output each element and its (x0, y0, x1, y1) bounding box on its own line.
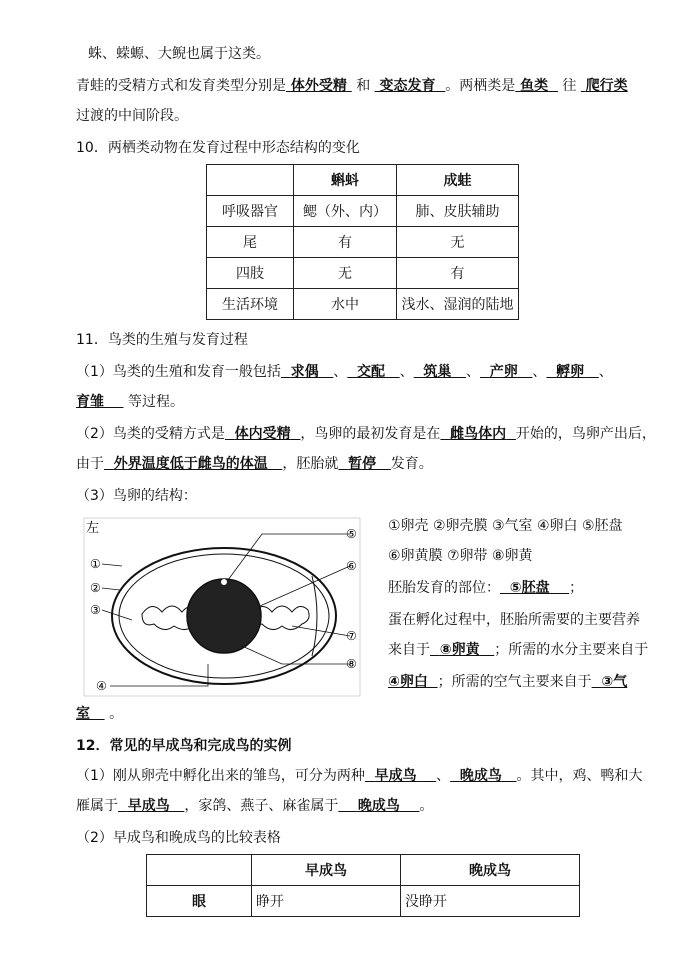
table-cell: 浅水、湿润的陆地 (397, 289, 519, 320)
text-line: （3）鸟卵的结构： (76, 488, 197, 504)
table-row (147, 886, 580, 917)
table-cell: 尾 (207, 227, 294, 258)
table-cell: 有 (397, 258, 519, 289)
table-row (207, 289, 519, 320)
table-row (207, 227, 519, 258)
label-7: ⑦ (346, 629, 357, 643)
bird-comparison-table (146, 854, 580, 917)
table-row (207, 196, 519, 227)
text-line: 由于 外界温度低于雌鸟的体温 ，胚胎就 暂停 发育。 (76, 456, 433, 472)
section-heading: 11．鸟类的生殖与发育过程 (76, 332, 248, 348)
text-line: 雁属于 早成鸟 ，家鸽、燕子、麻雀属于 晚成鸟 。 (76, 798, 434, 814)
answer: 变态发育 (379, 78, 436, 94)
egg-structure-diagram (82, 516, 362, 698)
text-line: 过渡的中间阶段。 (76, 108, 188, 124)
label-5: ⑤ (346, 527, 357, 541)
text-line: （1）刚从卵壳中孵化出来的雏鸟，可分为两种 早成鸟 、 晚成鸟 。其中，鸡、鸭和大 (76, 768, 643, 784)
corner-text: 左 (86, 521, 100, 536)
table-cell: 有 (294, 227, 397, 258)
table-cell: 四肢 (207, 258, 294, 289)
legend-line: ①卵壳 ②卵壳膜 ③气室 ④卵白 ⑤胚盘 (388, 518, 623, 534)
text-line: 来自于 ⑧卵黄 ；所需的水分主要来自于 (388, 642, 649, 658)
text: 和 (356, 78, 371, 94)
table-header (207, 165, 294, 196)
table-header (147, 855, 252, 886)
label-3: ③ (90, 603, 101, 617)
section-heading: 12．常见的早成鸟和完成鸟的实例 (76, 738, 292, 754)
table-header: 蝌蚪 (294, 165, 397, 196)
answer: 爬行类 (585, 78, 628, 94)
text-line: 蛋在孵化过程中，胚胎所需要的主要营养 (388, 612, 640, 628)
label-1: ① (90, 557, 101, 571)
text-line: 蛛、蝾螈、大鲵也属于这类。 (88, 46, 270, 62)
text: 青蛙的受精方式和发育类型分别是 (76, 78, 286, 94)
text-line (76, 76, 628, 96)
text-line: （1）鸟类的生殖和发育一般包括 求偶 、 交配 、 筑巢 、 产卵 、 孵卵 、 (76, 364, 613, 380)
table-header: 早成鸟 (252, 855, 401, 886)
table-cell: 没睁开 (401, 886, 580, 917)
text-line: （2）早成鸟和晚成鸟的比较表格 (76, 830, 281, 846)
table-header: 晚成鸟 (401, 855, 580, 886)
frog-table (206, 164, 519, 320)
label-4: ④ (96, 679, 107, 693)
text: 。两栖类是 (445, 78, 516, 94)
table-cell: 睁开 (252, 886, 401, 917)
text: 往 (562, 78, 577, 94)
label-2: ② (90, 581, 101, 595)
label-8: ⑧ (346, 657, 357, 671)
section-heading: 10．两栖类动物在发育过程中形态结构的变化 (76, 140, 360, 156)
text-line: 胚胎发育的部位： ⑤胚盘 ； (388, 580, 584, 596)
table-row (207, 258, 519, 289)
table-cell: 无 (397, 227, 519, 258)
text-line: （2）鸟类的受精方式是 体内受精 ，鸟卵的最初发育是在 雌鸟体内 开始的，鸟卵产出后， (76, 426, 656, 442)
table-cell: 鳃（外、内） (294, 196, 397, 227)
table-cell: 肺、皮肤辅助 (397, 196, 519, 227)
legend-line: ⑥卵黄膜 ⑦卵带 ⑧卵黄 (388, 548, 533, 564)
label-6: ⑥ (346, 559, 357, 573)
table-header: 成蛙 (397, 165, 519, 196)
text-line: ④卵白 ；所需的空气主要来自于 ③气 (388, 674, 628, 690)
answer: 鱼类 (520, 78, 549, 94)
table-cell: 水中 (294, 289, 397, 320)
text-line: 室 。 (76, 706, 124, 722)
table-cell: 生活环境 (207, 289, 294, 320)
table-cell: 无 (294, 258, 397, 289)
answer: 体外受精 (290, 78, 347, 94)
text-line: 育雏 等过程。 (76, 394, 184, 410)
table-cell: 呼吸器官 (207, 196, 294, 227)
table-cell: 眼 (147, 886, 252, 917)
